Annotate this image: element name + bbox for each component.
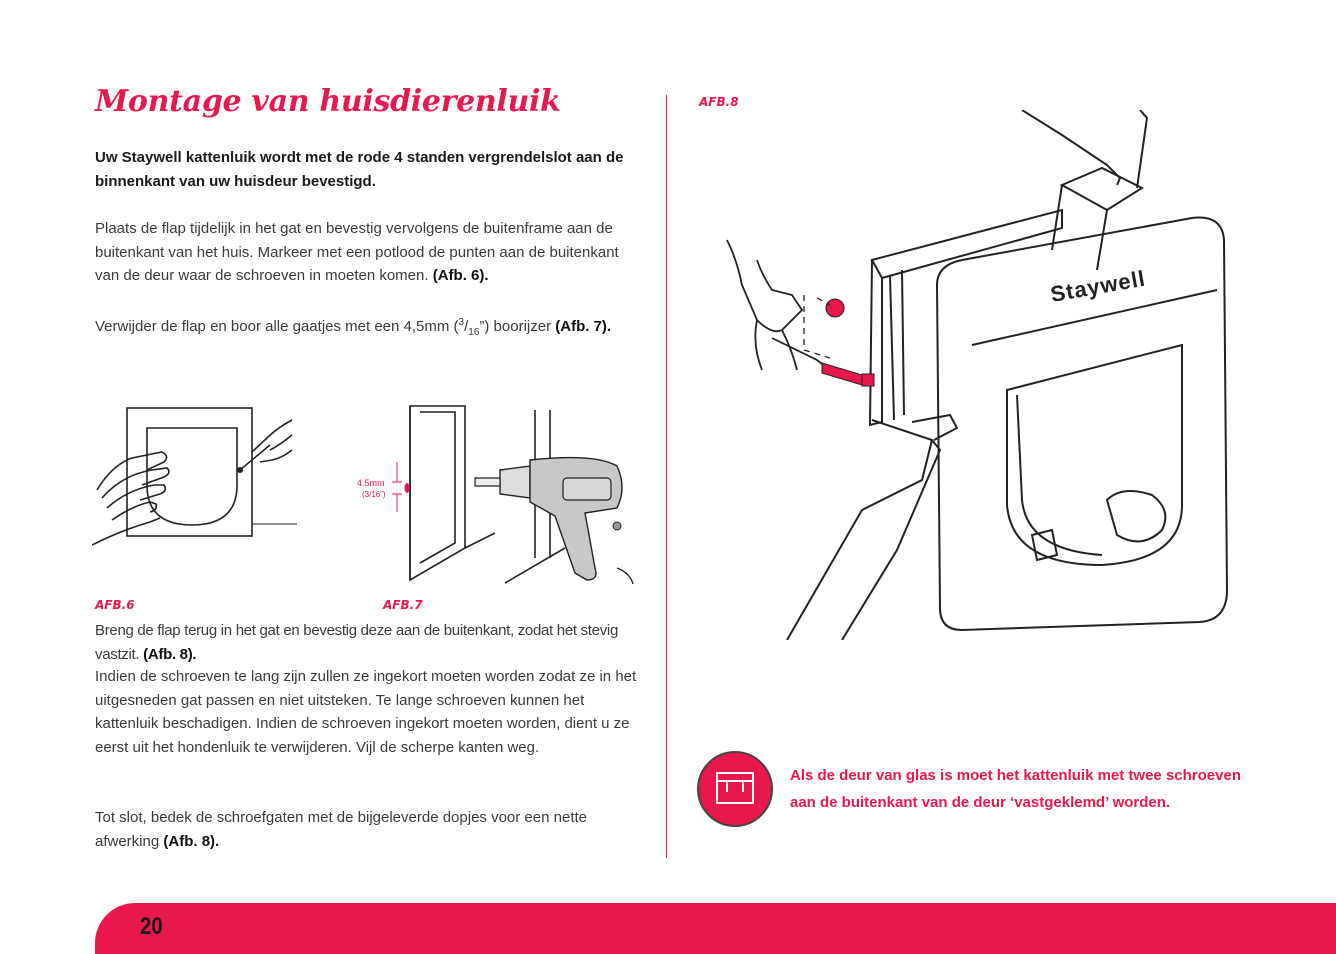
flap-door bbox=[1007, 345, 1182, 565]
intro-text: Uw Staywell kattenluik wordt met de rode 4 standen vergrendelslot aan de binnenkant van uw huisdeur bevestigd. bbox=[95, 149, 624, 190]
paragraph-2-text-end: ”) boorijzer bbox=[479, 318, 552, 335]
left-hand bbox=[97, 452, 169, 520]
page-number: 20 bbox=[140, 913, 163, 940]
dimension-fraction: (3/16”) bbox=[362, 490, 386, 499]
column-divider bbox=[666, 95, 667, 858]
paragraph-5-ref: (Afb. 8). bbox=[163, 832, 220, 850]
door-inner bbox=[420, 412, 455, 563]
mark-dot bbox=[237, 467, 243, 473]
window-icon bbox=[697, 751, 773, 827]
glass-door-note: Als de deur van glas is moet het kattenluik met twee schroeven aan de buitenkant van de deur ‘vastgeklemd’ worden. bbox=[790, 767, 1241, 811]
inner-frame-lines bbox=[890, 270, 904, 420]
paragraph-3 bbox=[95, 619, 640, 666]
tunnel-bottom-left bbox=[787, 420, 932, 640]
inner-frame-top bbox=[872, 210, 1062, 278]
figure-8-illustration bbox=[722, 110, 1232, 640]
figure-8-label: AFB.8 bbox=[699, 95, 739, 109]
assembly-guide-lines bbox=[804, 295, 830, 358]
figure-6-label: AFB.6 bbox=[95, 598, 135, 612]
figure-6-illustration bbox=[92, 390, 302, 555]
left-hand-wrist bbox=[92, 518, 160, 545]
window-icon-glyph bbox=[716, 772, 754, 804]
figure-7-illustration bbox=[355, 398, 645, 590]
paragraph-1 bbox=[95, 217, 640, 288]
paragraph-5-text: Tot slot, bedek de schroefgaten met de bijgeleverde dopjes voor een nette afwerking bbox=[95, 809, 587, 850]
dimension-marker bbox=[392, 462, 402, 512]
page-title: Montage van huisdierenluik bbox=[95, 84, 561, 119]
figure-7-label: AFB.7 bbox=[383, 598, 423, 612]
paragraph-1-ref: (Afb. 6). bbox=[432, 267, 489, 284]
tunnel-top-upper bbox=[1022, 110, 1120, 185]
paragraph-4: Indien de schroeven te lang zijn zullen ze ingekort moeten worden zodat ze in het uitgesneden gat passen en niet uitsteken. Te lange schroeven kunnen het kattenluik beschadigen. Indien de schroeven ingekort moeten worden, dient u ze eerst uit het hondenluik te verwijderen. Vijl de scherpe kanten weg. bbox=[95, 668, 637, 756]
screw bbox=[822, 363, 874, 386]
flap-door-inner bbox=[1017, 395, 1102, 555]
fraction-denominator: 16 bbox=[468, 327, 480, 338]
dimension-label: 4.5mm bbox=[357, 478, 385, 488]
flap-opening bbox=[147, 428, 237, 525]
paragraph-3-ref: (Afb. 8). bbox=[143, 645, 197, 663]
paragraph-5 bbox=[95, 806, 640, 853]
screw-cap bbox=[826, 299, 844, 317]
tunnel-top-cap bbox=[1062, 168, 1142, 210]
tunnel-top-right bbox=[1137, 110, 1147, 188]
paragraph-2-ref: (Afb. 7). bbox=[555, 318, 612, 335]
drill bbox=[475, 458, 633, 584]
inner-frame-left bbox=[870, 260, 882, 425]
brand-logo: Staywell bbox=[1048, 265, 1148, 307]
paragraph-2: Verwijder de flap en boor alle gaatjes met een 4,5mm $(^3/_{16}”)$ boorijzer (Afb. 7). bbox=[95, 317, 612, 338]
drill-hole bbox=[405, 483, 410, 493]
lock-dial bbox=[1107, 491, 1165, 541]
paragraph-1-text: Plaats de flap tijdelijk in het gat en bevestig vervolgens de buitenframe aan de buitenkant van het huis. Markeer met een potlood de punten aan de buitenkant van de deur waar de schroeven in moeten komen. bbox=[95, 220, 619, 284]
floor-line bbox=[465, 533, 495, 548]
paragraph-3-text: Breng de flap terug in het gat en bevestig deze aan de buitenkant, zodat het stevig vastzit. bbox=[95, 622, 618, 663]
page-footer bbox=[95, 903, 1336, 954]
paragraph-2-text: Verwijder de flap en boor alle gaatjes met een 4,5mm ( bbox=[95, 318, 459, 335]
fraction-numerator: 3 bbox=[458, 317, 465, 328]
